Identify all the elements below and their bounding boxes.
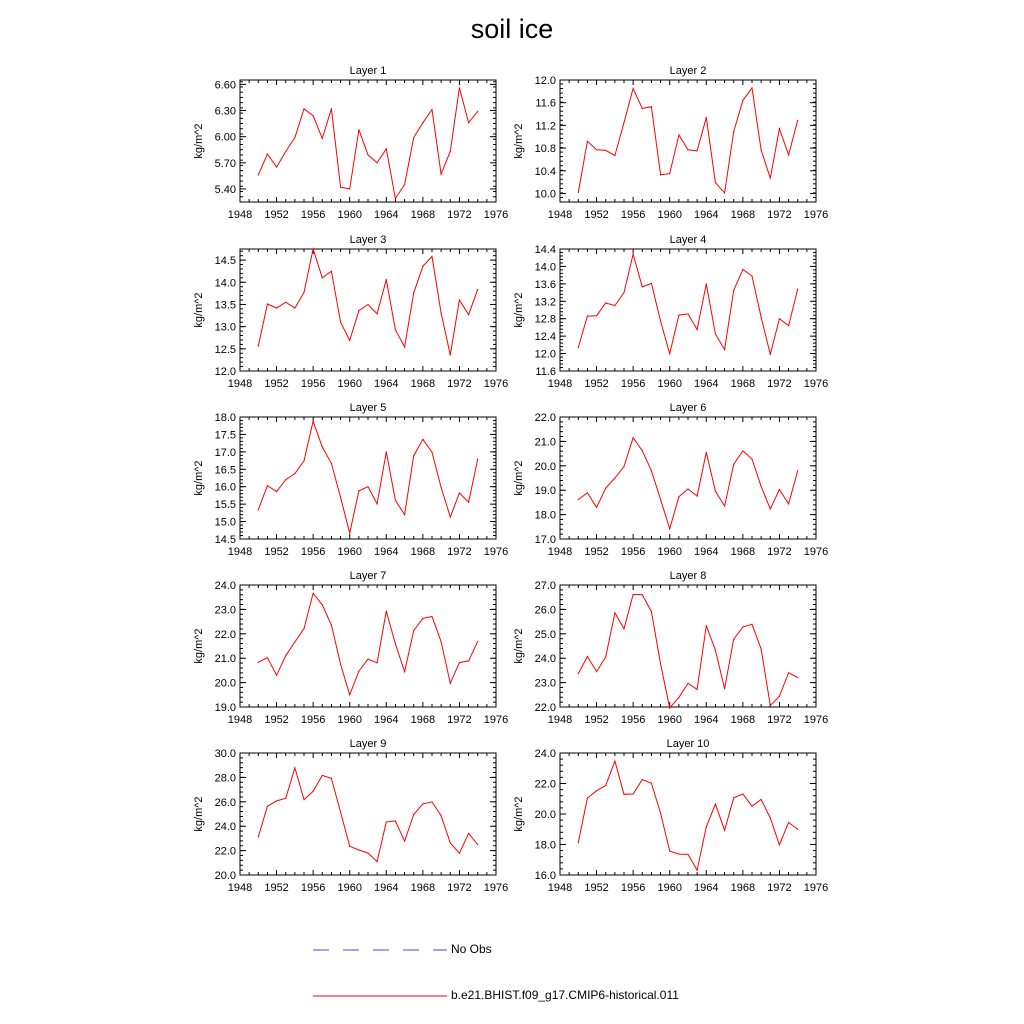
y-tick-label: 22.0: [534, 412, 556, 424]
y-tick-label: 22.0: [534, 778, 556, 791]
y-axis-label: kg/m^2: [193, 123, 205, 159]
x-tick-label: 1952: [264, 378, 289, 390]
x-tick-label: 1972: [767, 714, 792, 726]
x-tick-label: 1948: [227, 546, 253, 558]
x-tick-label: 1976: [483, 882, 509, 894]
x-tick-label: 1948: [227, 378, 253, 390]
x-tick-label: 1956: [620, 714, 646, 726]
y-tick-label: 26.0: [534, 604, 556, 617]
y-tick-label: 13.0: [214, 321, 236, 334]
y-tick-label: 23.0: [214, 604, 236, 617]
x-tick-label: 1968: [730, 714, 756, 726]
plot-title: Layer 2: [669, 65, 707, 77]
x-tick-label: 1972: [767, 882, 792, 894]
y-tick-label: 21.0: [214, 653, 236, 666]
y-tick-label: 26.0: [214, 796, 236, 809]
x-tick-label: 1976: [483, 378, 509, 390]
y-tick-label: 20.0: [534, 460, 556, 473]
x-tick-label: 1956: [620, 378, 646, 390]
y-axis-label: kg/m^2: [193, 460, 205, 496]
x-tick-label: 1972: [447, 714, 472, 726]
x-tick-label: 1960: [657, 209, 682, 221]
y-tick-label: 14.5: [214, 534, 236, 546]
x-tick-label: 1956: [300, 378, 326, 390]
plot-title: Layer 4: [669, 234, 707, 246]
legend-obs-label: No Obs: [451, 942, 492, 956]
y-tick-label: 17.0: [214, 446, 236, 459]
y-tick-label: 12.0: [214, 366, 236, 378]
y-tick-label: 15.5: [214, 499, 236, 512]
x-tick-label: 1952: [584, 209, 609, 221]
y-tick-label: 16.0: [534, 870, 556, 882]
y-tick-label: 14.4: [534, 244, 556, 256]
y-axis-label: kg/m^2: [513, 292, 525, 328]
y-tick-label: 14.0: [534, 261, 556, 274]
x-tick-label: 1960: [337, 546, 362, 558]
x-tick-label: 1952: [264, 714, 289, 726]
plot-title: Layer 10: [666, 738, 710, 750]
x-tick-label: 1956: [620, 209, 646, 221]
x-tick-label: 1960: [337, 209, 362, 221]
y-tick-label: 11.6: [535, 366, 556, 378]
y-tick-label: 5.70: [214, 157, 236, 170]
x-tick-label: 1968: [730, 209, 756, 221]
y-tick-label: 18.0: [534, 839, 556, 852]
y-tick-label: 25.0: [534, 628, 556, 641]
y-tick-label: 24.0: [534, 653, 556, 666]
x-tick-label: 1964: [374, 546, 399, 558]
x-tick-label: 1956: [300, 546, 326, 558]
x-tick-label: 1956: [620, 546, 646, 558]
x-tick-label: 1968: [410, 714, 436, 726]
x-tick-label: 1964: [374, 209, 399, 221]
x-tick-label: 1976: [483, 209, 509, 221]
x-tick-label: 1972: [447, 209, 472, 221]
x-tick-label: 1956: [300, 714, 326, 726]
y-tick-label: 17.5: [214, 429, 236, 442]
y-tick-label: 10.8: [534, 143, 556, 156]
y-tick-label: 22.0: [214, 845, 236, 858]
y-axis-label: kg/m^2: [193, 796, 205, 832]
y-axis-label: kg/m^2: [513, 460, 525, 496]
x-tick-label: 1952: [584, 546, 609, 558]
x-tick-label: 1948: [227, 209, 253, 221]
x-tick-label: 1976: [803, 882, 829, 894]
x-tick-label: 1960: [337, 882, 362, 894]
plot-title: Layer 7: [349, 570, 387, 582]
x-tick-label: 1972: [767, 546, 792, 558]
x-tick-label: 1976: [803, 378, 829, 390]
x-tick-label: 1976: [803, 209, 829, 221]
x-tick-label: 1976: [803, 546, 829, 558]
x-tick-label: 1960: [337, 714, 362, 726]
y-tick-label: 14.5: [214, 255, 236, 268]
x-tick-label: 1948: [547, 546, 573, 558]
x-tick-label: 1960: [657, 546, 682, 558]
x-tick-label: 1948: [227, 882, 253, 894]
plot-title: Layer 6: [669, 402, 707, 414]
y-axis-label: kg/m^2: [513, 796, 525, 832]
y-tick-label: 17.0: [534, 534, 556, 546]
y-tick-label: 12.5: [214, 343, 236, 356]
legend-model-label: b.e21.BHIST.f09_g17.CMIP6-historical.011: [451, 988, 679, 1002]
x-tick-label: 1952: [264, 209, 289, 221]
x-tick-label: 1956: [300, 882, 326, 894]
plot-title: Layer 8: [669, 570, 707, 582]
y-tick-label: 12.0: [534, 75, 556, 87]
y-tick-label: 6.60: [214, 79, 236, 92]
y-tick-label: 10.4: [534, 165, 556, 178]
y-tick-label: 20.0: [534, 809, 556, 821]
y-tick-label: 20.0: [214, 870, 236, 882]
y-axis-label: kg/m^2: [513, 123, 525, 159]
y-tick-label: 13.6: [534, 278, 556, 291]
x-tick-label: 1956: [620, 882, 646, 894]
y-tick-label: 27.0: [534, 580, 556, 592]
y-axis-label: kg/m^2: [513, 628, 525, 664]
x-tick-label: 1964: [694, 882, 719, 894]
y-tick-label: 24.0: [534, 748, 556, 760]
y-tick-label: 22.0: [534, 702, 556, 714]
x-tick-label: 1964: [694, 714, 719, 726]
y-tick-label: 16.0: [214, 481, 236, 494]
y-tick-label: 21.0: [534, 436, 556, 449]
y-tick-label: 5.40: [214, 183, 236, 196]
x-tick-label: 1952: [584, 378, 609, 390]
y-tick-label: 19.0: [214, 702, 236, 714]
y-tick-label: 28.0: [214, 772, 236, 785]
y-tick-label: 23.0: [534, 677, 556, 690]
y-tick-label: 10.0: [534, 188, 556, 201]
y-tick-label: 13.5: [214, 299, 236, 312]
x-tick-label: 1960: [657, 714, 682, 726]
x-tick-label: 1972: [447, 378, 472, 390]
y-tick-label: 13.2: [534, 296, 556, 309]
x-tick-label: 1948: [547, 209, 573, 221]
y-tick-label: 15.0: [214, 516, 236, 529]
y-axis-label: kg/m^2: [193, 628, 205, 664]
x-tick-label: 1948: [547, 378, 573, 390]
x-tick-label: 1968: [410, 209, 436, 221]
x-tick-label: 1948: [547, 714, 573, 726]
x-tick-label: 1972: [767, 378, 792, 390]
x-tick-label: 1972: [767, 209, 792, 221]
y-tick-label: 19.0: [534, 485, 556, 498]
x-tick-label: 1952: [584, 714, 609, 726]
y-tick-label: 11.6: [535, 97, 556, 110]
x-tick-label: 1968: [410, 378, 436, 390]
plot-title: Layer 5: [349, 402, 387, 414]
y-tick-label: 16.5: [214, 464, 236, 477]
x-tick-label: 1960: [337, 378, 362, 390]
y-tick-label: 24.0: [214, 580, 236, 592]
y-tick-label: 6.00: [214, 131, 236, 144]
x-tick-label: 1964: [374, 378, 399, 390]
x-tick-label: 1968: [730, 882, 756, 894]
x-tick-label: 1952: [264, 882, 289, 894]
x-tick-label: 1968: [410, 546, 436, 558]
y-tick-label: 12.8: [534, 313, 556, 326]
x-tick-label: 1972: [447, 882, 472, 894]
plot-title: Layer 3: [349, 234, 387, 246]
y-tick-label: 11.2: [535, 120, 556, 133]
y-tick-label: 12.4: [534, 331, 556, 344]
x-tick-label: 1976: [483, 714, 509, 726]
x-tick-label: 1976: [483, 546, 509, 558]
x-tick-label: 1964: [694, 378, 719, 390]
x-tick-label: 1952: [264, 546, 289, 558]
x-tick-label: 1968: [410, 882, 436, 894]
y-tick-label: 24.0: [214, 821, 236, 834]
x-tick-label: 1964: [374, 882, 399, 894]
y-tick-label: 18.0: [214, 412, 236, 424]
x-tick-label: 1948: [547, 882, 573, 894]
y-tick-label: 12.0: [534, 348, 556, 361]
x-tick-label: 1960: [657, 882, 682, 894]
x-tick-label: 1968: [730, 378, 756, 390]
chart-main-title: soil ice: [470, 14, 554, 44]
x-tick-label: 1972: [447, 546, 472, 558]
x-tick-label: 1956: [300, 209, 326, 221]
y-tick-label: 18.0: [534, 509, 556, 522]
plot-title: Layer 9: [349, 738, 387, 750]
x-tick-label: 1960: [657, 378, 682, 390]
y-tick-label: 20.0: [214, 677, 236, 690]
y-tick-label: 22.0: [214, 628, 236, 641]
x-tick-label: 1976: [803, 714, 829, 726]
y-axis-label: kg/m^2: [193, 292, 205, 328]
plot-title: Layer 1: [349, 65, 387, 77]
y-tick-label: 6.30: [214, 105, 236, 118]
y-tick-label: 30.0: [214, 748, 236, 760]
x-tick-label: 1968: [730, 546, 756, 558]
x-tick-label: 1948: [227, 714, 253, 726]
x-tick-label: 1964: [694, 546, 719, 558]
x-tick-label: 1952: [584, 882, 609, 894]
y-tick-label: 14.0: [214, 277, 236, 290]
x-tick-label: 1964: [694, 209, 719, 221]
x-tick-label: 1964: [374, 714, 399, 726]
